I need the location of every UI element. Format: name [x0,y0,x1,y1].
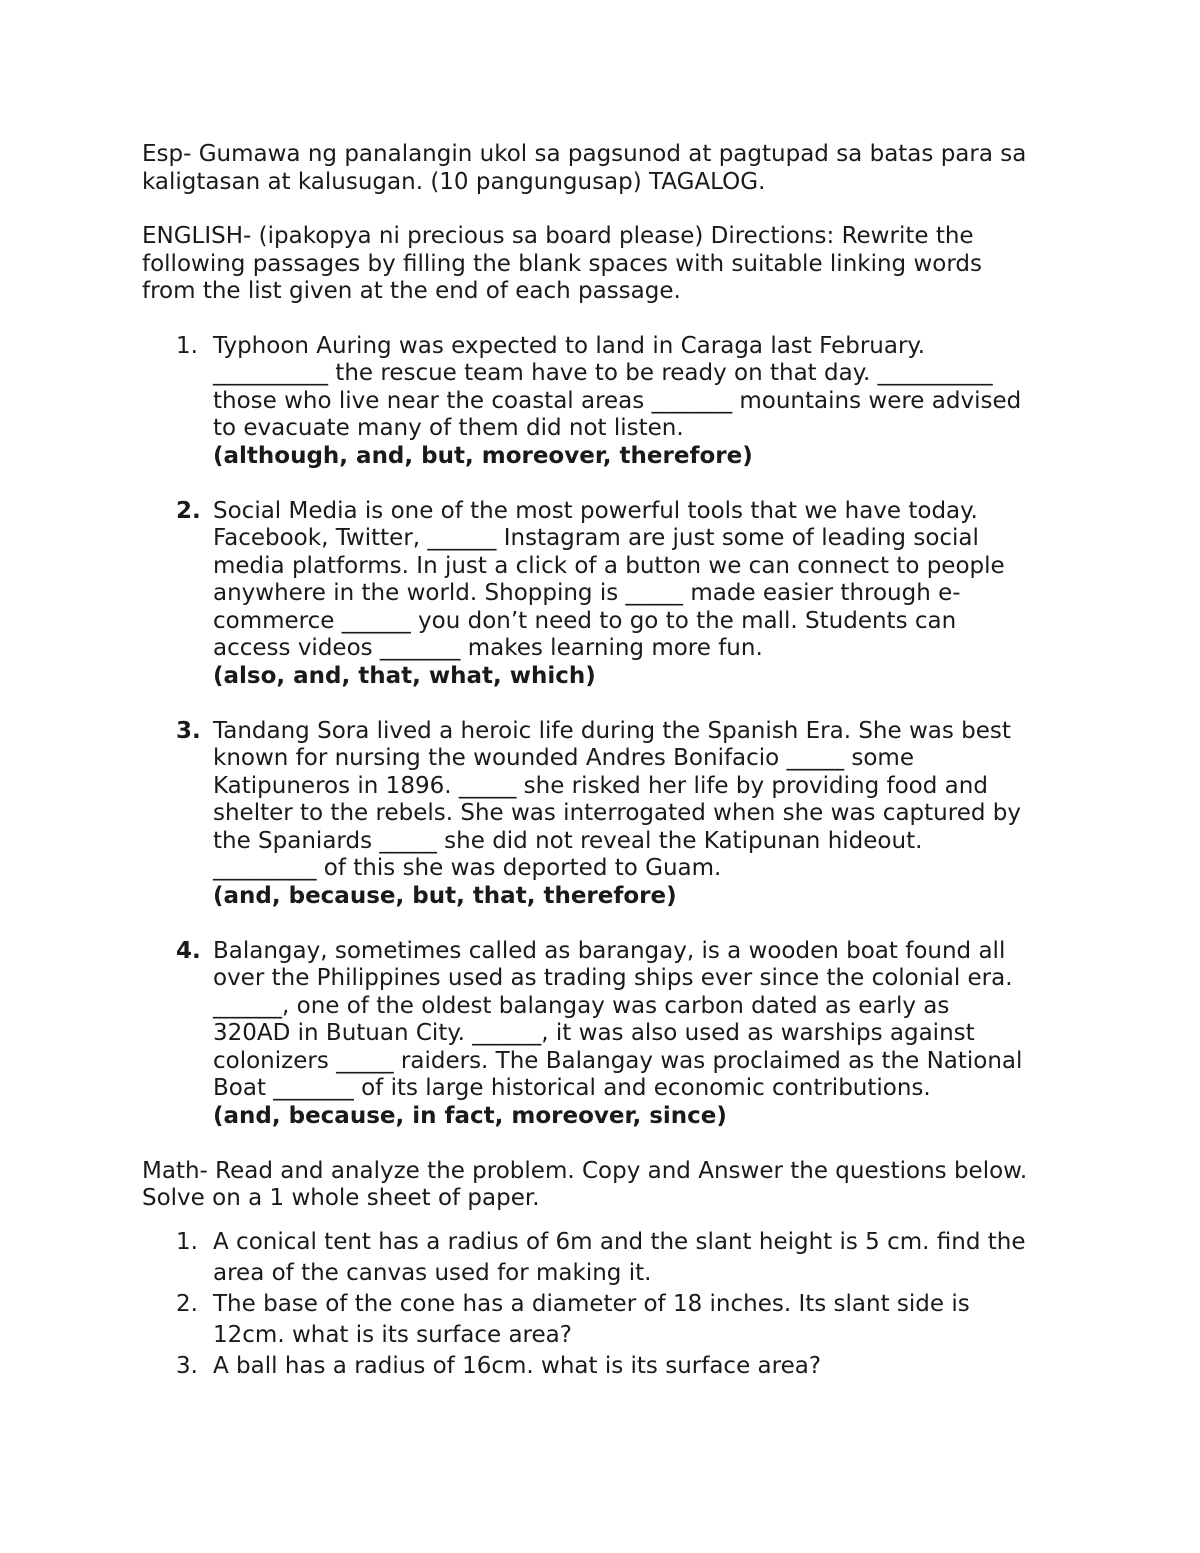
passage-line: _________ of this she was deported to Guam. [213,855,722,881]
passage-line: Tandang Sora lived a heroic life during the Spanish Era. She was best [213,717,1011,744]
question-number: 2. [176,1290,198,1317]
english-instruction [142,223,1062,306]
passage-line: anywhere in the world. Shopping is _____ made easier through e- [213,580,961,606]
math-intro-line: Solve on a 1 whole sheet of paper. [142,1185,540,1211]
passage-line: Katipuneros in 1896. _____ she risked her life by providing food and [213,772,988,799]
english-passages-list [142,333,1062,1131]
passage-line: access videos _______ makes learning more fun. [213,635,763,661]
passage-number: 1. [176,332,198,359]
passage-number: 4. [176,937,201,964]
passage-line: Boat _______ of its large historical and economic contributions. [213,1075,931,1101]
math-question [142,1289,1062,1351]
passage-line: the Spaniards _____ she did not reveal the Katipunan hideout. [213,827,923,854]
passage-number: 3. [176,717,201,744]
passage-line: Balangay, sometimes called as barangay, is a wooden boat found all [213,937,1006,964]
linking-word-choices: (and, because, in fact, moreover, since) [213,1102,727,1129]
passage-line: colonizers _____ raiders. The Balangay was proclaimed as the National [213,1047,1023,1074]
passage-line: commerce ______ you don’t need to go to the mall. Students can [213,607,957,634]
passage-item [142,498,1062,691]
passage-line: Facebook, Twitter, ______ Instagram are just some of leading social [213,525,979,551]
english-intro-line: following passages by filling the blank spaces with suitable linking words [142,250,982,277]
english-intro-line: from the list given at the end of each passage. [142,278,681,304]
passage-line: Social Media is one of the most powerful tools that we have today. [213,497,978,524]
passage-line: to evacuate many of them did not listen. [213,415,684,441]
passage-line: shelter to the rebels. She was interrogated when she was captured by [213,800,1021,826]
math-question [142,1227,1062,1289]
esp-line: kaligtasan at kalusugan. (10 pangungusap) TAGALOG. [142,168,766,195]
question-number: 3. [176,1352,198,1379]
math-question [142,1351,1062,1382]
passage-item [142,718,1062,911]
question-line: area of the canvas used for making it. [213,1259,652,1286]
passage-number: 2. [176,497,201,524]
esp-instruction [142,141,1062,196]
passage-item [142,938,1062,1131]
linking-word-choices: (and, because, but, that, therefore) [213,882,677,909]
question-line: 12cm. what is its surface area? [213,1321,572,1348]
document-page [142,141,1062,1382]
passage-item [142,333,1062,471]
passage-line: __________ the rescue team have to be ready on that day. __________ [213,360,993,386]
passage-line: Typhoon Auring was expected to land in Caraga last February. [213,332,926,359]
passage-line: those who live near the coastal areas _______ mountains were advised [213,387,1022,414]
math-questions-list [142,1227,1062,1382]
english-intro-line: ENGLISH- (ipakopya ni precious sa board please) Directions: Rewrite the [142,223,974,249]
esp-line: Esp- Gumawa ng panalangin ukol sa pagsunod at pagtupad sa batas para sa [142,141,1027,167]
linking-word-choices: (although, and, but, moreover, therefore) [213,442,753,469]
question-line: The base of the cone has a diameter of 18 inches. Its slant side is [213,1290,970,1317]
passage-line: known for nursing the wounded Andres Bonifacio _____ some [213,745,914,771]
passage-line: 320AD in Butuan City. ______, it was also used as warships against [213,1020,975,1046]
passage-line: ______, one of the oldest balangay was carbon dated as early as [213,992,950,1019]
question-line: A conical tent has a radius of 6m and the slant height is 5 cm. find the [213,1228,1026,1255]
linking-word-choices: (also, and, that, what, which) [213,662,596,689]
math-instruction [142,1158,1062,1213]
passage-line: over the Philippines used as trading ships ever since the colonial era. [213,965,1013,991]
question-line: A ball has a radius of 16cm. what is its surface area? [213,1352,822,1379]
question-number: 1. [176,1228,198,1255]
math-intro-line: Math- Read and analyze the problem. Copy and Answer the questions below. [142,1157,1028,1184]
passage-line: media platforms. In just a click of a button we can connect to people [213,552,1005,579]
